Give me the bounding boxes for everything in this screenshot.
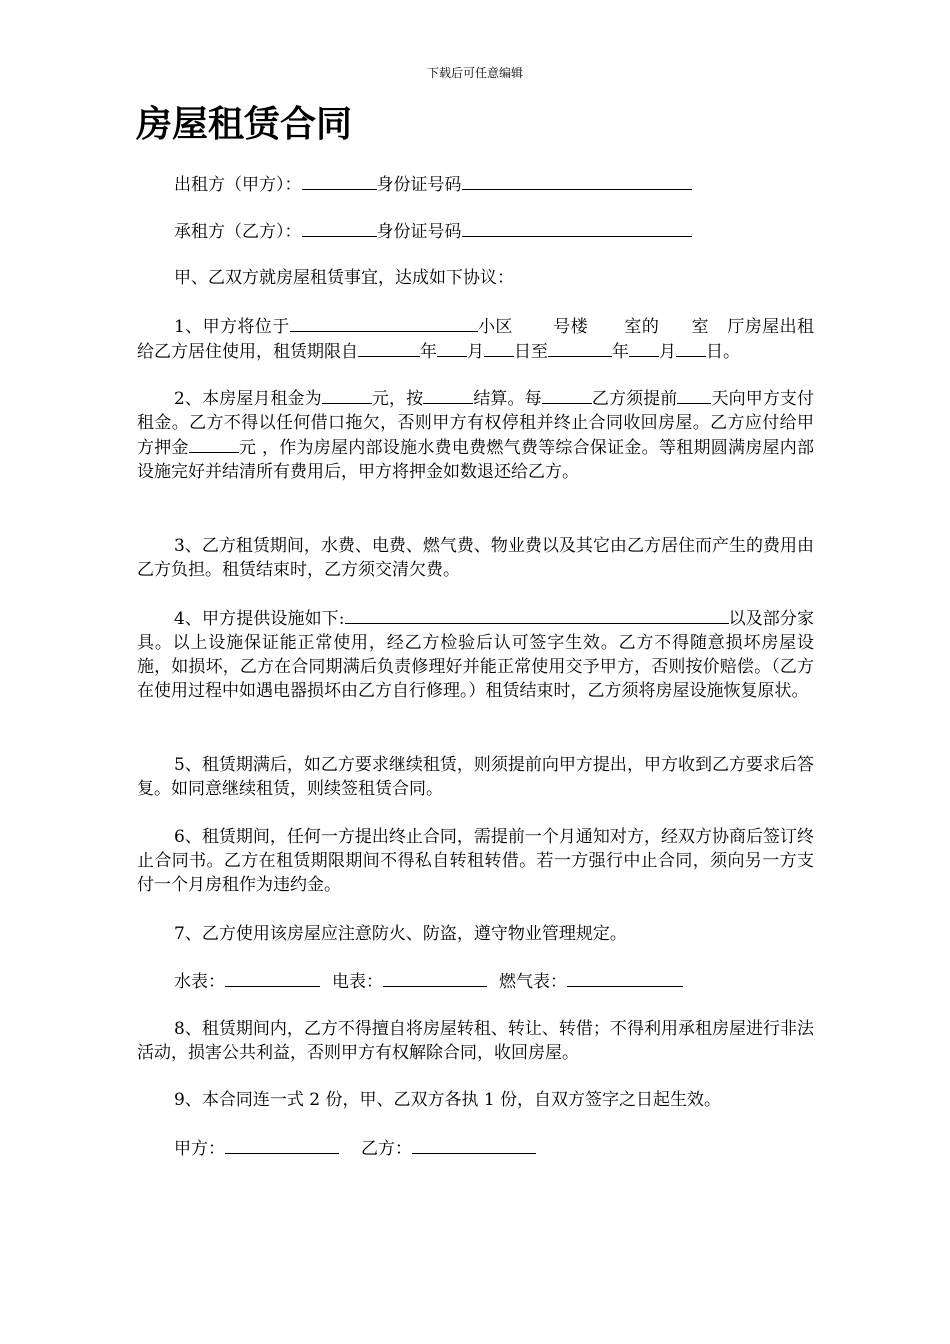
lessor-label: 出租方（甲方）：	[174, 175, 302, 195]
gas-meter-blank[interactable]	[567, 969, 683, 987]
page-header: 下载后可任意编辑	[426, 66, 523, 80]
clause-2	[137, 386, 814, 484]
end-day-blank[interactable]	[676, 339, 706, 357]
clause-7: 7、乙方使用该房屋应注意防火、防盗，遵守物业管理规定。	[174, 924, 627, 944]
payment-cycle-blank[interactable]	[423, 386, 473, 404]
party-b-signature-blank[interactable]	[412, 1136, 536, 1154]
clause-2-text-c: 结算。每	[473, 389, 542, 409]
electric-meter-label: 电表：	[332, 972, 383, 992]
clause-2-text-e: 天向甲方支付租金。乙方不得以任何借口拖欠，否则甲方有权停租并终止合同收回房屋。乙方应付给甲方押金	[137, 389, 815, 458]
lessee-name-blank[interactable]	[302, 219, 377, 237]
clause-1-text-d: 室的	[624, 317, 660, 337]
meters-line	[174, 969, 683, 994]
clause-1-text-b: 小区	[477, 317, 513, 337]
clause-4-text-a: 4、甲方提供设施如下:	[174, 609, 345, 629]
rent-amount-blank[interactable]	[322, 386, 372, 404]
clause-2-text-f: 元 ，作为房屋内部设施水费电费燃气费等综合保证金。等租期圆满房屋内部设施完好并结清所有费用后，甲方将押金如数退还给乙方。	[137, 438, 814, 482]
start-day-blank[interactable]	[484, 339, 514, 357]
clause-2-text-a: 2、本房屋月租金为	[174, 389, 322, 409]
clause-1-text-e: 室	[691, 317, 710, 337]
clause-9: 9、本合同连一式 2 份，甲、乙双方各执 1 份，自双方签字之日起生效。	[174, 1090, 722, 1110]
payment-period-blank[interactable]	[542, 386, 592, 404]
start-year-blank[interactable]	[358, 339, 420, 357]
lessee-id-label: 身份证号码	[376, 222, 462, 242]
party-b-signature-label: 乙方：	[361, 1139, 412, 1159]
clause-1-text-c: 号楼	[552, 317, 589, 337]
facilities-blank[interactable]	[345, 606, 729, 624]
party-a-signature-blank[interactable]	[225, 1136, 339, 1154]
advance-days-blank[interactable]	[677, 386, 711, 404]
clause-8: 8、租赁期间内，乙方不得擅自将房屋转租、转让、转借；不得利用承租房屋进行非法活动，损害公共利益，否则甲方有权解除合同，收回房屋。	[137, 1019, 814, 1063]
signature-line	[174, 1136, 536, 1161]
start-month-blank[interactable]	[437, 339, 467, 357]
water-meter-blank[interactable]	[225, 969, 320, 987]
clause-2-text-d: 乙方须提前	[591, 389, 678, 409]
water-meter-label: 水表：	[174, 972, 225, 992]
lessor-line	[174, 172, 692, 197]
end-year-blank[interactable]	[548, 339, 612, 357]
end-month-blank[interactable]	[629, 339, 659, 357]
lessee-label: 承租方（乙方）：	[174, 222, 302, 242]
clause-1-text-g: 年	[420, 342, 437, 362]
clause-1-text-f: 厅房屋出租给乙方居住使用，租赁期限自	[137, 317, 815, 362]
clause-1-text-a: 1、甲方将位于	[174, 317, 290, 337]
clause-4	[137, 606, 814, 703]
document-title: 房屋租赁合同	[136, 104, 353, 145]
clause-1-text-l: 日。	[706, 342, 740, 362]
clause-1-text-j: 年	[612, 342, 629, 362]
clause-1-text-k: 月	[659, 342, 676, 362]
lessor-name-blank[interactable]	[302, 172, 377, 190]
clause-2-text-b: 元，按	[371, 389, 424, 409]
clause-1-text-i: 日至	[514, 342, 548, 362]
lessor-id-label: 身份证号码	[376, 175, 462, 195]
address-blank[interactable]	[290, 314, 478, 332]
clause-1-text-h: 月	[467, 342, 484, 362]
gas-meter-label: 燃气表：	[499, 972, 567, 992]
clause-3: 3、乙方租赁期间，水费、电费、燃气费、物业费以及其它由乙方居住而产生的费用由乙方负担。租赁结束时，乙方须交清欠费。	[137, 536, 814, 580]
clause-1	[137, 314, 814, 364]
lessee-line	[174, 219, 692, 244]
deposit-blank[interactable]	[189, 435, 239, 453]
clause-5: 5、租赁期满后，如乙方要求继续租赁，则须提前向甲方提出，甲方收到乙方要求后答复。如同意继续租赁，则续签租赁合同。	[137, 755, 814, 799]
lessor-id-blank[interactable]	[462, 172, 692, 190]
electric-meter-blank[interactable]	[383, 969, 487, 987]
party-a-signature-label: 甲方：	[174, 1139, 225, 1159]
intro-text: 甲、乙双方就房屋租赁事宜，达成如下协议：	[174, 268, 514, 288]
clause-4-text-b: 以及部分家具。以上设施保证能正常使用，经乙方检验后认可签字生效。乙方不得随意损坏房屋设施，如损坏，乙方在合同期满后负责修理好并能正常使用交予甲方，否则按价赔偿。（乙方在使用过程中如遇电器损坏由乙方自行修理。）租赁结束时，乙方须将房屋设施恢复原状。	[137, 609, 814, 701]
clause-6: 6、租赁期间，任何一方提出终止合同，需提前一个月通知对方，经双方协商后签订终止合同书。乙方在租赁期限期间不得私自转租转借。若一方强行中止合同，须向另一方支付一个月房租作为违约金。	[137, 827, 814, 895]
lessee-id-blank[interactable]	[462, 219, 692, 237]
